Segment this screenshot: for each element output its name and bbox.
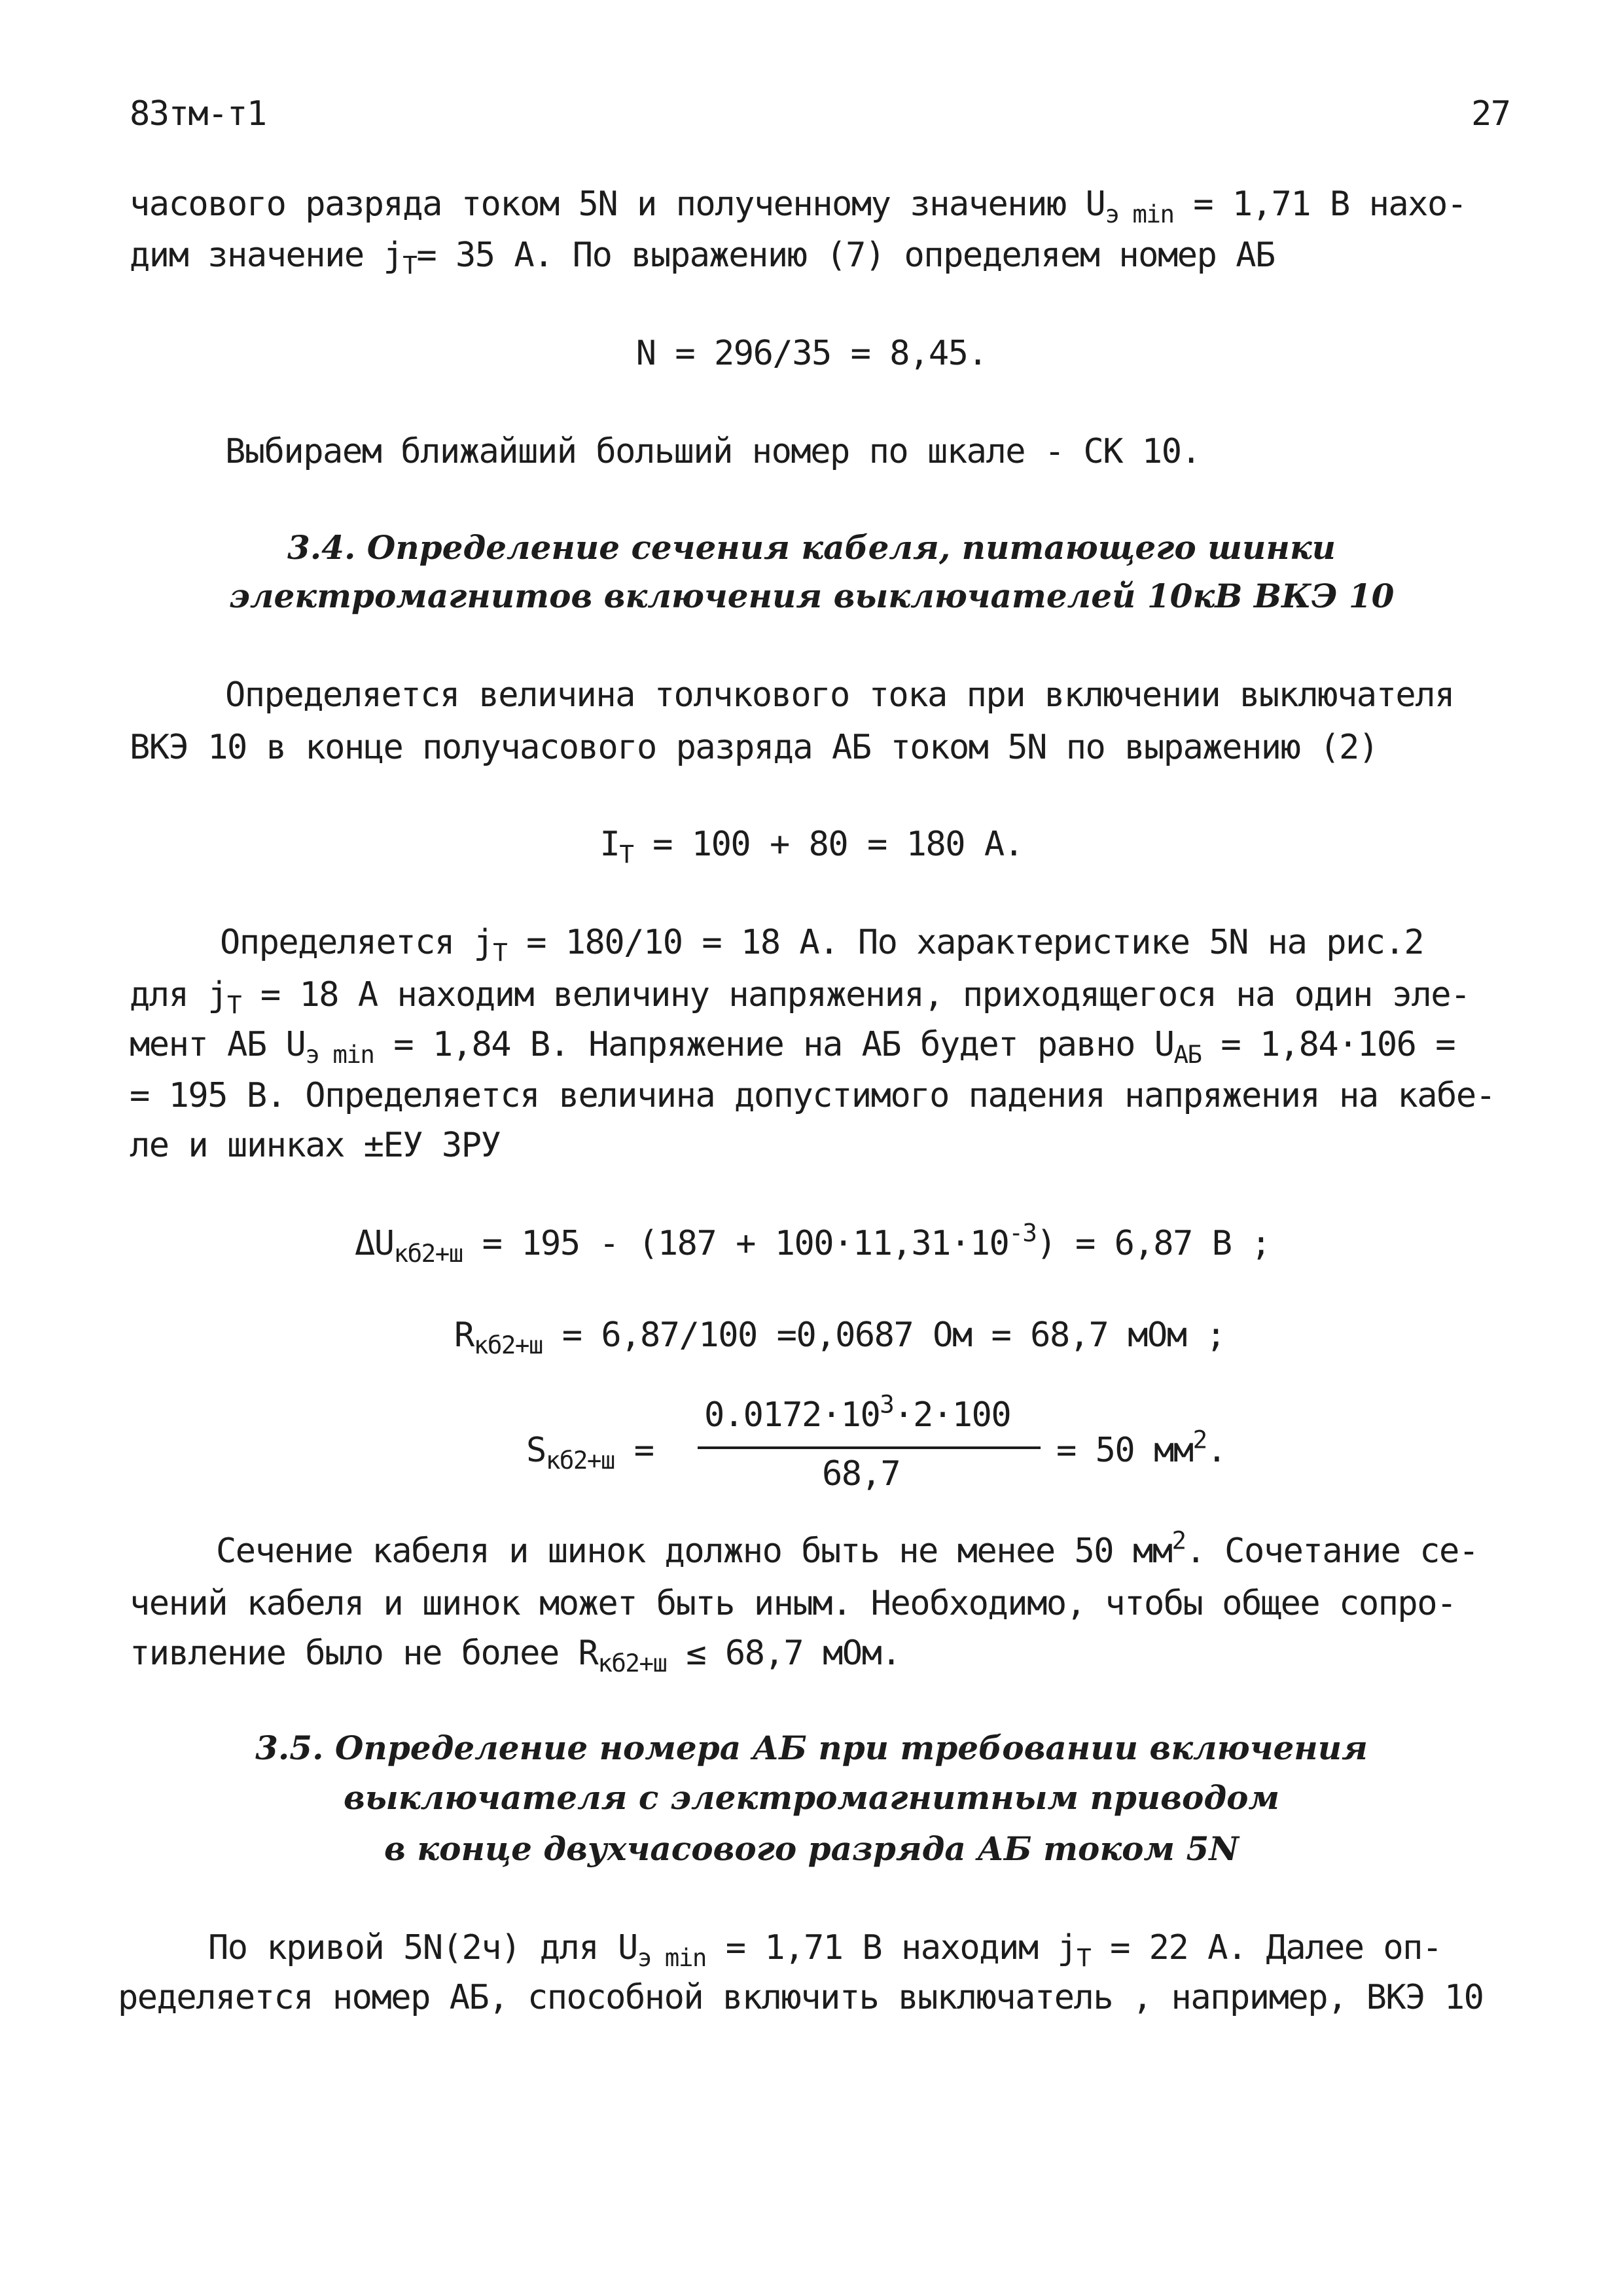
equation-cross-section-rhs: = 50 $мм^2$.: [1056, 1425, 1226, 1470]
equation-cross-section-numerator: $0.0172\cdot 10^3\cdot 2\cdot 100$: [704, 1390, 1011, 1435]
equation-cross-section-lhs: $S_{кб2+ш}$ =: [526, 1431, 654, 1475]
para5-line2: чений кабеля и шинок может быть иным. Необходимо, чтобы общее сопро-: [130, 1584, 1456, 1623]
section-3-4-heading-line2: электромагнитов включения выключателей 10кВ ВКЭ 10: [228, 577, 1395, 615]
para1-line2: дим значение $j_Т= 35$ А. По выражению (7) определяем номер АБ: [130, 236, 1275, 280]
equation-voltage-drop: $\Delta U_{кб2+ш} = 195 - (187 + 100\cdot 11,31\cdot 10^{-3}) = 6,87$ В ;: [355, 1218, 1271, 1268]
para4-line5: ле и шинках ±ЕУ ЗРУ: [130, 1126, 501, 1165]
fraction-bar: [698, 1446, 1041, 1449]
equation-battery-number: N = 296/35 = 8,45.: [635, 334, 988, 373]
para6-line2: ределяется номер АБ, способной включить выключатель , например, ВКЭ 10: [118, 1978, 1484, 2017]
page-number: 27: [1471, 94, 1510, 134]
para5-line1: Сечение кабеля и шинок должно быть не менее 50 $мм^2$. Сочетание се-: [216, 1526, 1478, 1571]
para3-line1: Определяется величина толчкового тока при включении выключателя: [225, 675, 1454, 715]
para6-line1: По кривой 5N(2ч) для $U_{э min} = 1,71$ В находим $j_Т = 22$ А. Далее оп-: [208, 1928, 1442, 1973]
para1-line1: часового разряда током 5N и полученному значению $U_{э min} = 1,71$ В нахо-: [130, 185, 1467, 229]
para5-line3: тивление было не более $R_{кб2+ш} \le 68,7$ мОм.: [130, 1634, 901, 1678]
section-3-4-heading-line1: 3.4. Определение сечения кабеля, питающего шинки: [287, 528, 1336, 567]
section-3-5-heading-line3: в конце двухчасового разряда АБ током 5N: [384, 1829, 1239, 1868]
para4-line3: мент АБ $U_{э min} = 1,84$ В. Напряжение на АБ будет равно $U_{АБ} = 1,84\cdot 106$ =: [130, 1025, 1455, 1069]
document-code: 83тм-т1: [130, 94, 266, 134]
section-3-5-heading-line2: выключателя с электромагнитным приводом: [344, 1778, 1279, 1817]
para4-line1: Определяется $j_Т = 180/10 = 18$ А. По характеристике 5N на рис.2: [220, 923, 1424, 967]
equation-cross-section-denominator: 68,7: [822, 1454, 901, 1494]
section-3-5-heading-line1: 3.5. Определение номера АБ при требовании включения: [255, 1729, 1368, 1767]
para4-line4: = 195 В. Определяется величина допустимого падения напряжения на кабе-: [130, 1076, 1495, 1115]
equation-resistance: $R_{кб2+ш} = 6,87/100 =0,0687$ Ом = 68,7 мОм ;: [454, 1316, 1226, 1360]
para4-line2: для $j_Т = 18$ А находим величину напряжения, приходящегося на один эле-: [130, 975, 1470, 1020]
para2: Выбираем ближайший больший номер по шкале - СК 10.: [225, 432, 1201, 471]
equation-inrush-current: $I_Т = 100 + 80 = 180$ А.: [599, 825, 1024, 869]
para3-line2: ВКЭ 10 в конце получасового разряда АБ током 5N по выражению (2): [130, 728, 1378, 767]
